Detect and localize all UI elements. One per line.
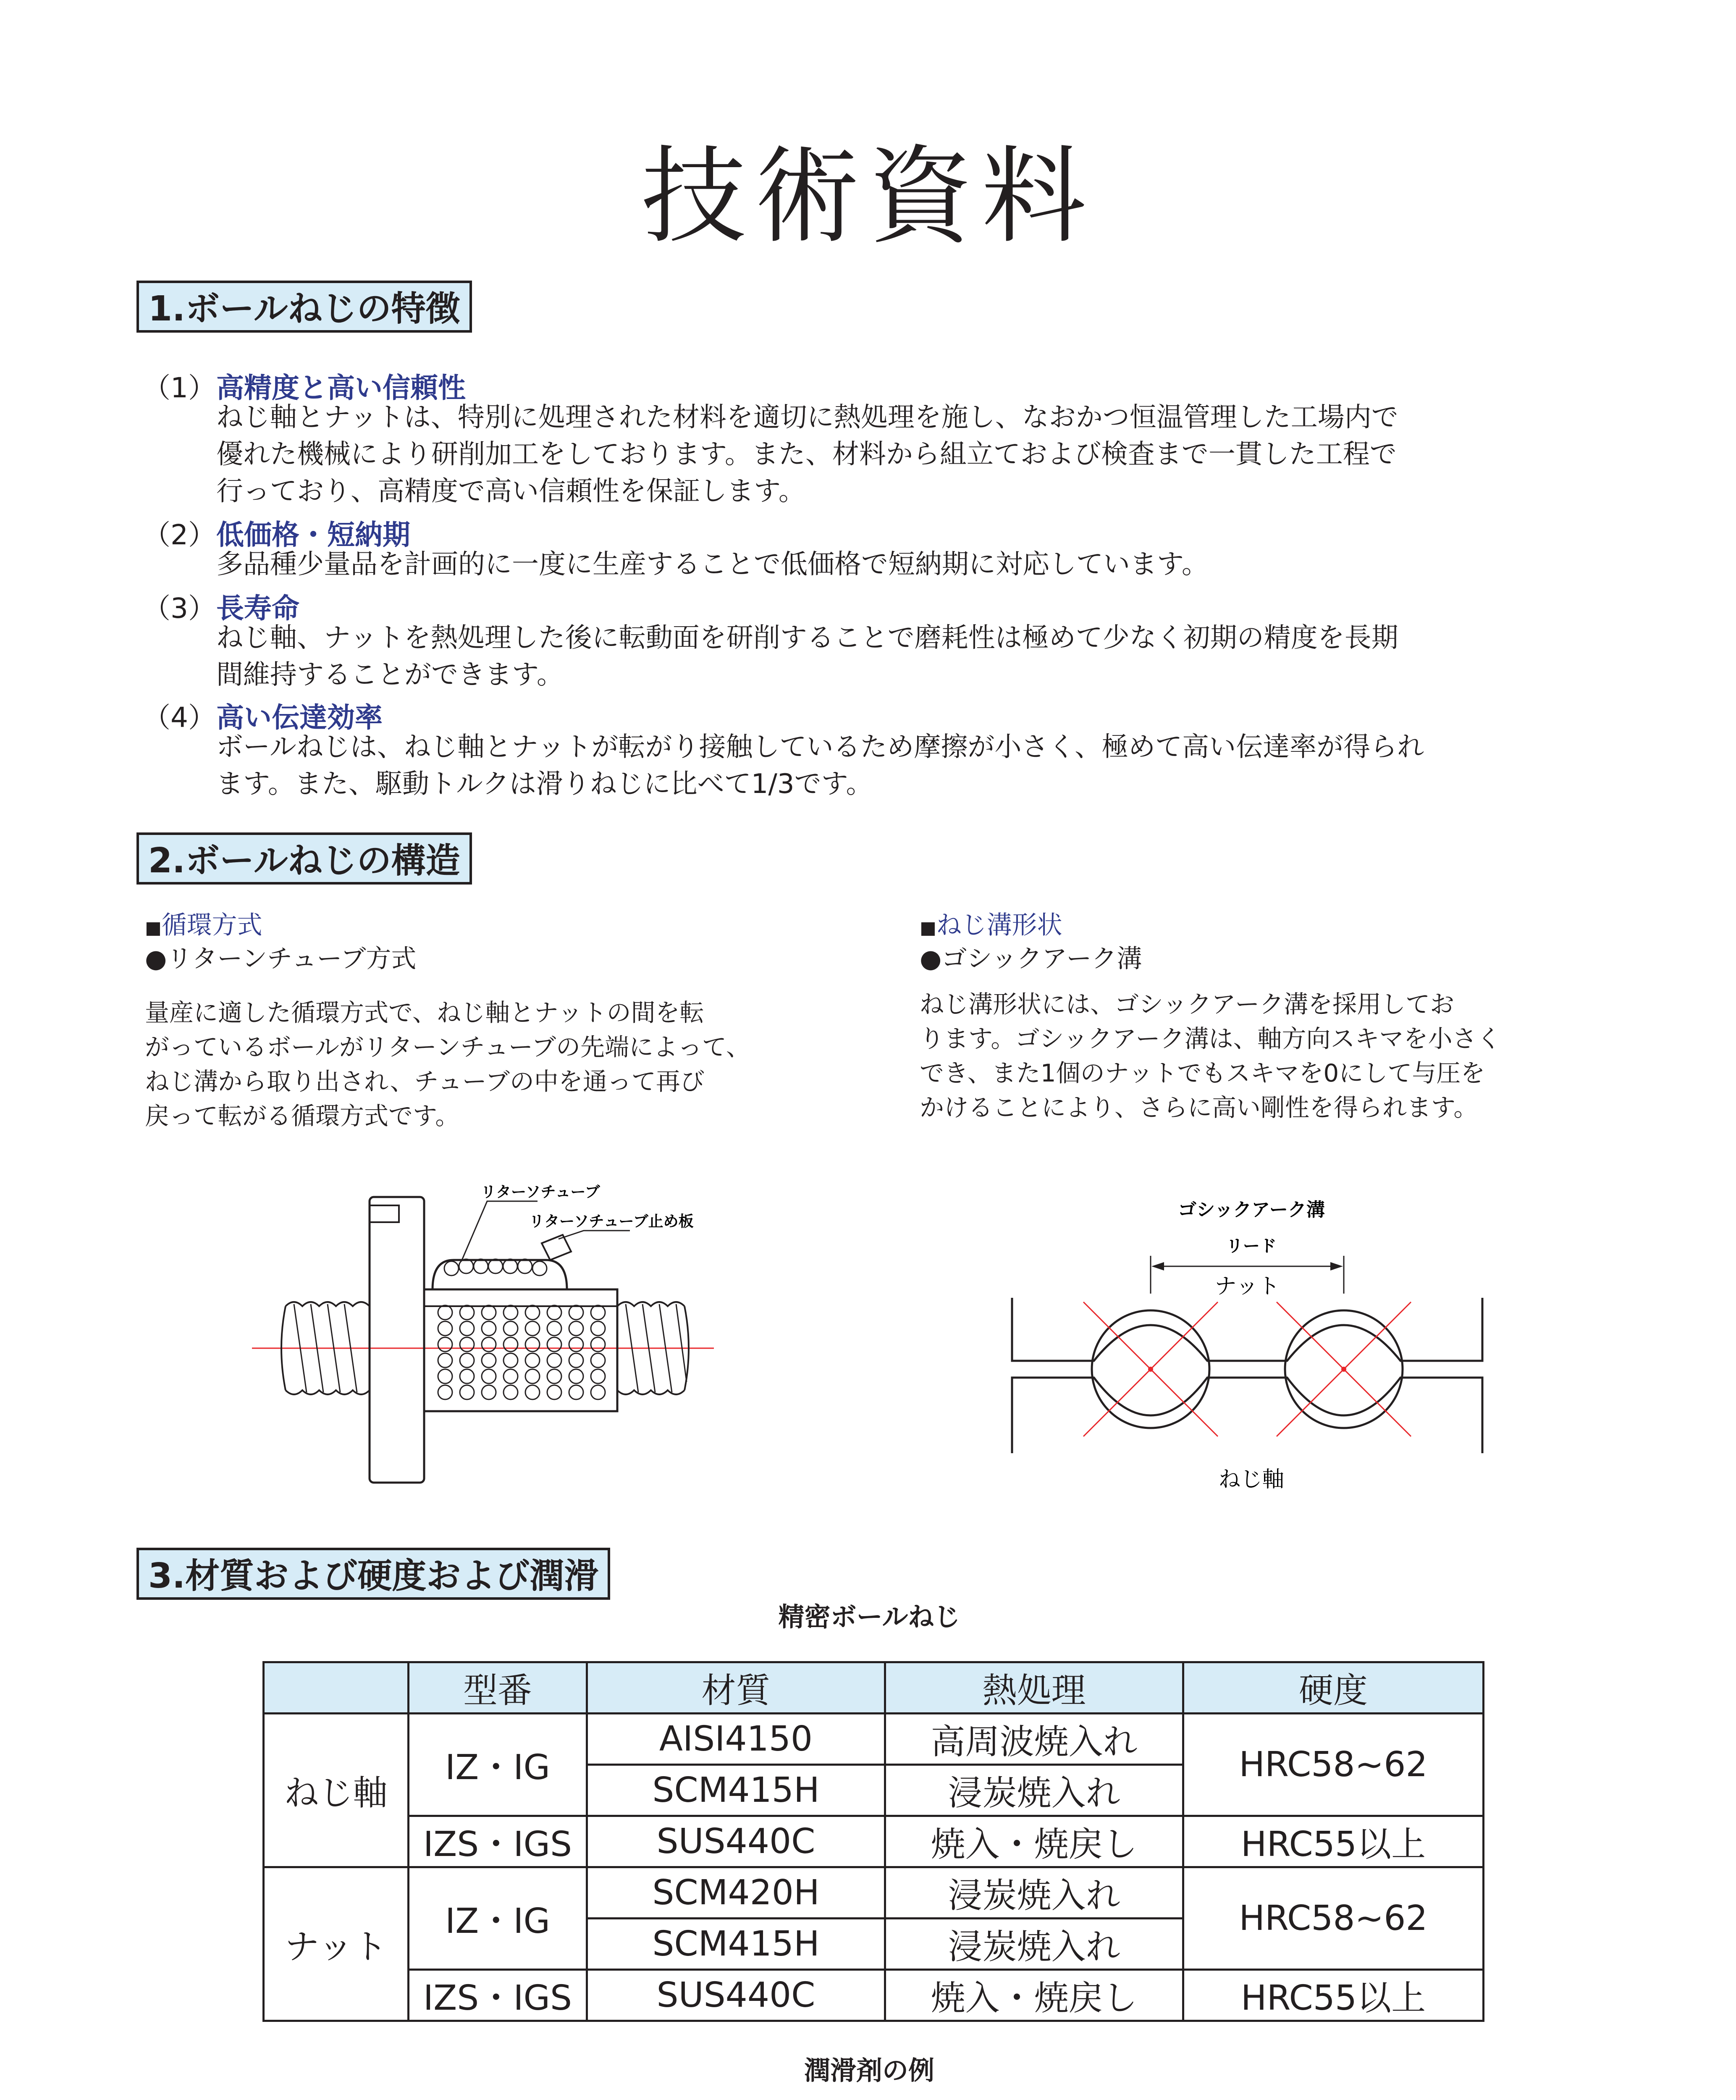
ball	[503, 1353, 518, 1368]
ball	[591, 1353, 605, 1368]
material-cell: SCM420H	[587, 1867, 885, 1919]
material-cell: SCM415H	[587, 1919, 885, 1970]
ball	[482, 1385, 496, 1399]
feature-item-heading: 長寿命	[216, 592, 299, 625]
desc-line: 量産に適した循環方式で、ねじ軸とナットの間を転	[145, 998, 704, 1027]
ball	[569, 1369, 583, 1383]
groove-label	[920, 905, 1062, 941]
circulation-label	[145, 905, 262, 941]
ball	[503, 1337, 518, 1352]
body-line: ます。また、駆動トルクは滑りねじに比べて1/3です。	[216, 769, 873, 800]
table-row	[264, 1970, 1484, 2021]
diagram-title: ゴシックアーク溝	[1178, 1199, 1325, 1221]
hardness-cell: HRC58~62	[1183, 1714, 1484, 1816]
body-line: ねじ軸とナットは、特別に処理された材料を適切に熱処理を施し、なおかつ恒温管理した工場内で	[216, 402, 1398, 433]
ball	[525, 1353, 540, 1368]
ball	[547, 1385, 561, 1399]
table-row	[264, 1816, 1484, 1867]
ball	[525, 1385, 540, 1399]
ball	[482, 1337, 496, 1352]
body-line: 多品種少量品を計画的に一度に生産することで低価格で短納期に対応しています。	[216, 549, 1209, 580]
ball	[591, 1305, 605, 1320]
ball	[569, 1305, 583, 1320]
desc-line: がっているボールがリターンチューブの先端によって、	[145, 1033, 750, 1061]
gothic-arc-diagram	[999, 1193, 1503, 1495]
ball	[460, 1385, 474, 1399]
part-cell: ねじ軸	[264, 1714, 409, 1867]
treatment-cell: 浸炭焼入れ	[885, 1867, 1183, 1919]
ball	[547, 1321, 561, 1336]
return-tube-diagram	[252, 1184, 714, 1495]
ball	[525, 1337, 540, 1352]
materials-caption: 精密ボールねじ	[778, 1601, 960, 1632]
material-cell: AISI4150	[587, 1714, 885, 1765]
material-cell: SUS440C	[587, 1816, 885, 1867]
ball	[591, 1321, 605, 1336]
ball	[503, 1385, 518, 1399]
body-line: 優れた機械により研削加工をしております。また、材料から組立ておよび検査まで一貫した工程で	[216, 439, 1397, 470]
nut-label: ナット	[1214, 1274, 1280, 1299]
ball	[482, 1353, 496, 1368]
square-bullet-icon: ■	[145, 917, 162, 938]
ball	[547, 1353, 561, 1368]
ball	[591, 1385, 605, 1399]
header-cell: 熱処理	[885, 1662, 1183, 1714]
material-cell: SCM415H	[587, 1765, 885, 1816]
table-row	[264, 1867, 1484, 1919]
ball	[438, 1305, 452, 1320]
shaft-label: ねじ軸	[1218, 1467, 1285, 1492]
ball	[503, 1305, 518, 1320]
feature-item-heading: 高い伝達効率	[216, 701, 383, 734]
section-1-heading: 1.ボールねじの特徴	[136, 281, 472, 333]
ball	[547, 1369, 561, 1383]
ball	[569, 1385, 583, 1399]
groove-label-text: ねじ溝形状	[936, 911, 1062, 940]
desc-line: ります。ゴシックアーク溝は、軸方向スキマを小さく	[920, 1024, 1501, 1053]
feature-item-number: （4）	[143, 701, 216, 734]
square-bullet-icon: ■	[920, 917, 936, 938]
groove-description	[920, 987, 1501, 1125]
ball	[569, 1337, 583, 1352]
ball	[482, 1321, 496, 1336]
ball	[438, 1321, 452, 1336]
body-line: 間維持することができます。	[216, 659, 564, 690]
feature-item-heading: 低価格・短納期	[216, 519, 410, 551]
header-cell: 硬度	[1183, 1662, 1484, 1714]
desc-line: でき、また1個のナットでもスキマを0にして与圧を	[920, 1059, 1485, 1087]
hardness-cell: HRC55以上	[1183, 1970, 1484, 2021]
ball	[525, 1321, 540, 1336]
ball	[438, 1337, 452, 1352]
ball	[591, 1337, 605, 1352]
groove-type: ●ゴシックアーク溝	[920, 944, 1142, 974]
ball	[438, 1353, 452, 1368]
section-3-heading: 3.材質および硬度および潤滑	[136, 1548, 610, 1600]
treatment-cell: 浸炭焼入れ	[885, 1919, 1183, 1970]
treatment-cell: 浸炭焼入れ	[885, 1765, 1183, 1816]
ball	[547, 1305, 561, 1320]
ball	[569, 1353, 583, 1368]
model-cell: IZ・IG	[409, 1867, 587, 1970]
ball	[569, 1321, 583, 1336]
table-header-row	[264, 1662, 1484, 1714]
model-cell: IZS・IGS	[409, 1816, 587, 1867]
ball	[460, 1337, 474, 1352]
section-2-heading: 2.ボールねじの構造	[136, 832, 472, 885]
ball	[547, 1337, 561, 1352]
ball	[460, 1369, 474, 1383]
feature-item-body	[216, 729, 1644, 803]
hardness-cell: HRC55以上	[1183, 1816, 1484, 1867]
ball	[438, 1385, 452, 1399]
ball	[438, 1369, 452, 1383]
lead-label: リード	[1226, 1236, 1277, 1256]
ball	[460, 1353, 474, 1368]
feature-item-body	[216, 620, 1644, 693]
body-line: ボールねじは、ねじ軸とナットが転がり接触しているため摩擦が小さく、極めて高い伝達率が得られ	[216, 732, 1424, 763]
desc-line: ねじ溝形状には、ゴシックアーク溝を採用してお	[920, 990, 1455, 1018]
callout-tube-retainer: リターソチューブ止め板	[529, 1213, 694, 1230]
ball	[591, 1369, 605, 1383]
desc-line: 戻って転がる循環方式です。	[145, 1102, 460, 1130]
ball	[503, 1321, 518, 1336]
callout-return-tube: リターソチューブ	[481, 1184, 600, 1201]
circulation-description	[145, 995, 750, 1133]
circulation-label-text: 循環方式	[161, 911, 262, 940]
feature-item-body	[216, 399, 1644, 510]
desc-line: ねじ溝から取り出され、チューブの中を通って再び	[145, 1067, 705, 1096]
circulation-type: ●リターンチューブ方式	[145, 944, 417, 974]
ball	[525, 1305, 540, 1320]
ball	[482, 1305, 496, 1320]
feature-item-number: （3）	[143, 592, 216, 625]
feature-item-number: （2）	[143, 519, 216, 551]
ball	[503, 1369, 518, 1383]
feature-item-body	[216, 546, 1644, 583]
page-title: 技術資料	[641, 135, 1095, 257]
model-cell: IZ・IG	[409, 1714, 587, 1816]
ball	[460, 1305, 474, 1320]
model-cell: IZS・IGS	[409, 1970, 587, 2021]
treatment-cell: 焼入・焼戻し	[885, 1816, 1183, 1867]
desc-line: かけることにより、さらに高い剛性を得られます。	[920, 1093, 1478, 1122]
lubricants-caption: 潤滑剤の例	[804, 2055, 934, 2086]
feature-item-heading: 高精度と高い信頼性	[216, 372, 466, 404]
ball	[525, 1369, 540, 1383]
table-row	[264, 1714, 1484, 1765]
material-cell: SUS440C	[587, 1970, 885, 2021]
treatment-cell: 焼入・焼戻し	[885, 1970, 1183, 2021]
ball	[482, 1369, 496, 1383]
feature-item-number: （1）	[143, 372, 216, 404]
header-cell: 材質	[587, 1662, 885, 1714]
part-cell: ナット	[264, 1867, 409, 2021]
treatment-cell: 高周波焼入れ	[885, 1714, 1183, 1765]
body-line: 行っており、高精度で高い信頼性を保証します。	[216, 476, 805, 507]
header-cell	[264, 1662, 409, 1714]
body-line: ねじ軸、ナットを熱処理した後に転動面を研削することで磨耗性は極めて少なく初期の精度を長期	[216, 622, 1398, 654]
ball	[460, 1321, 474, 1336]
header-cell: 型番	[409, 1662, 587, 1714]
materials-table	[262, 1661, 1484, 2022]
hardness-cell: HRC58~62	[1183, 1867, 1484, 1970]
